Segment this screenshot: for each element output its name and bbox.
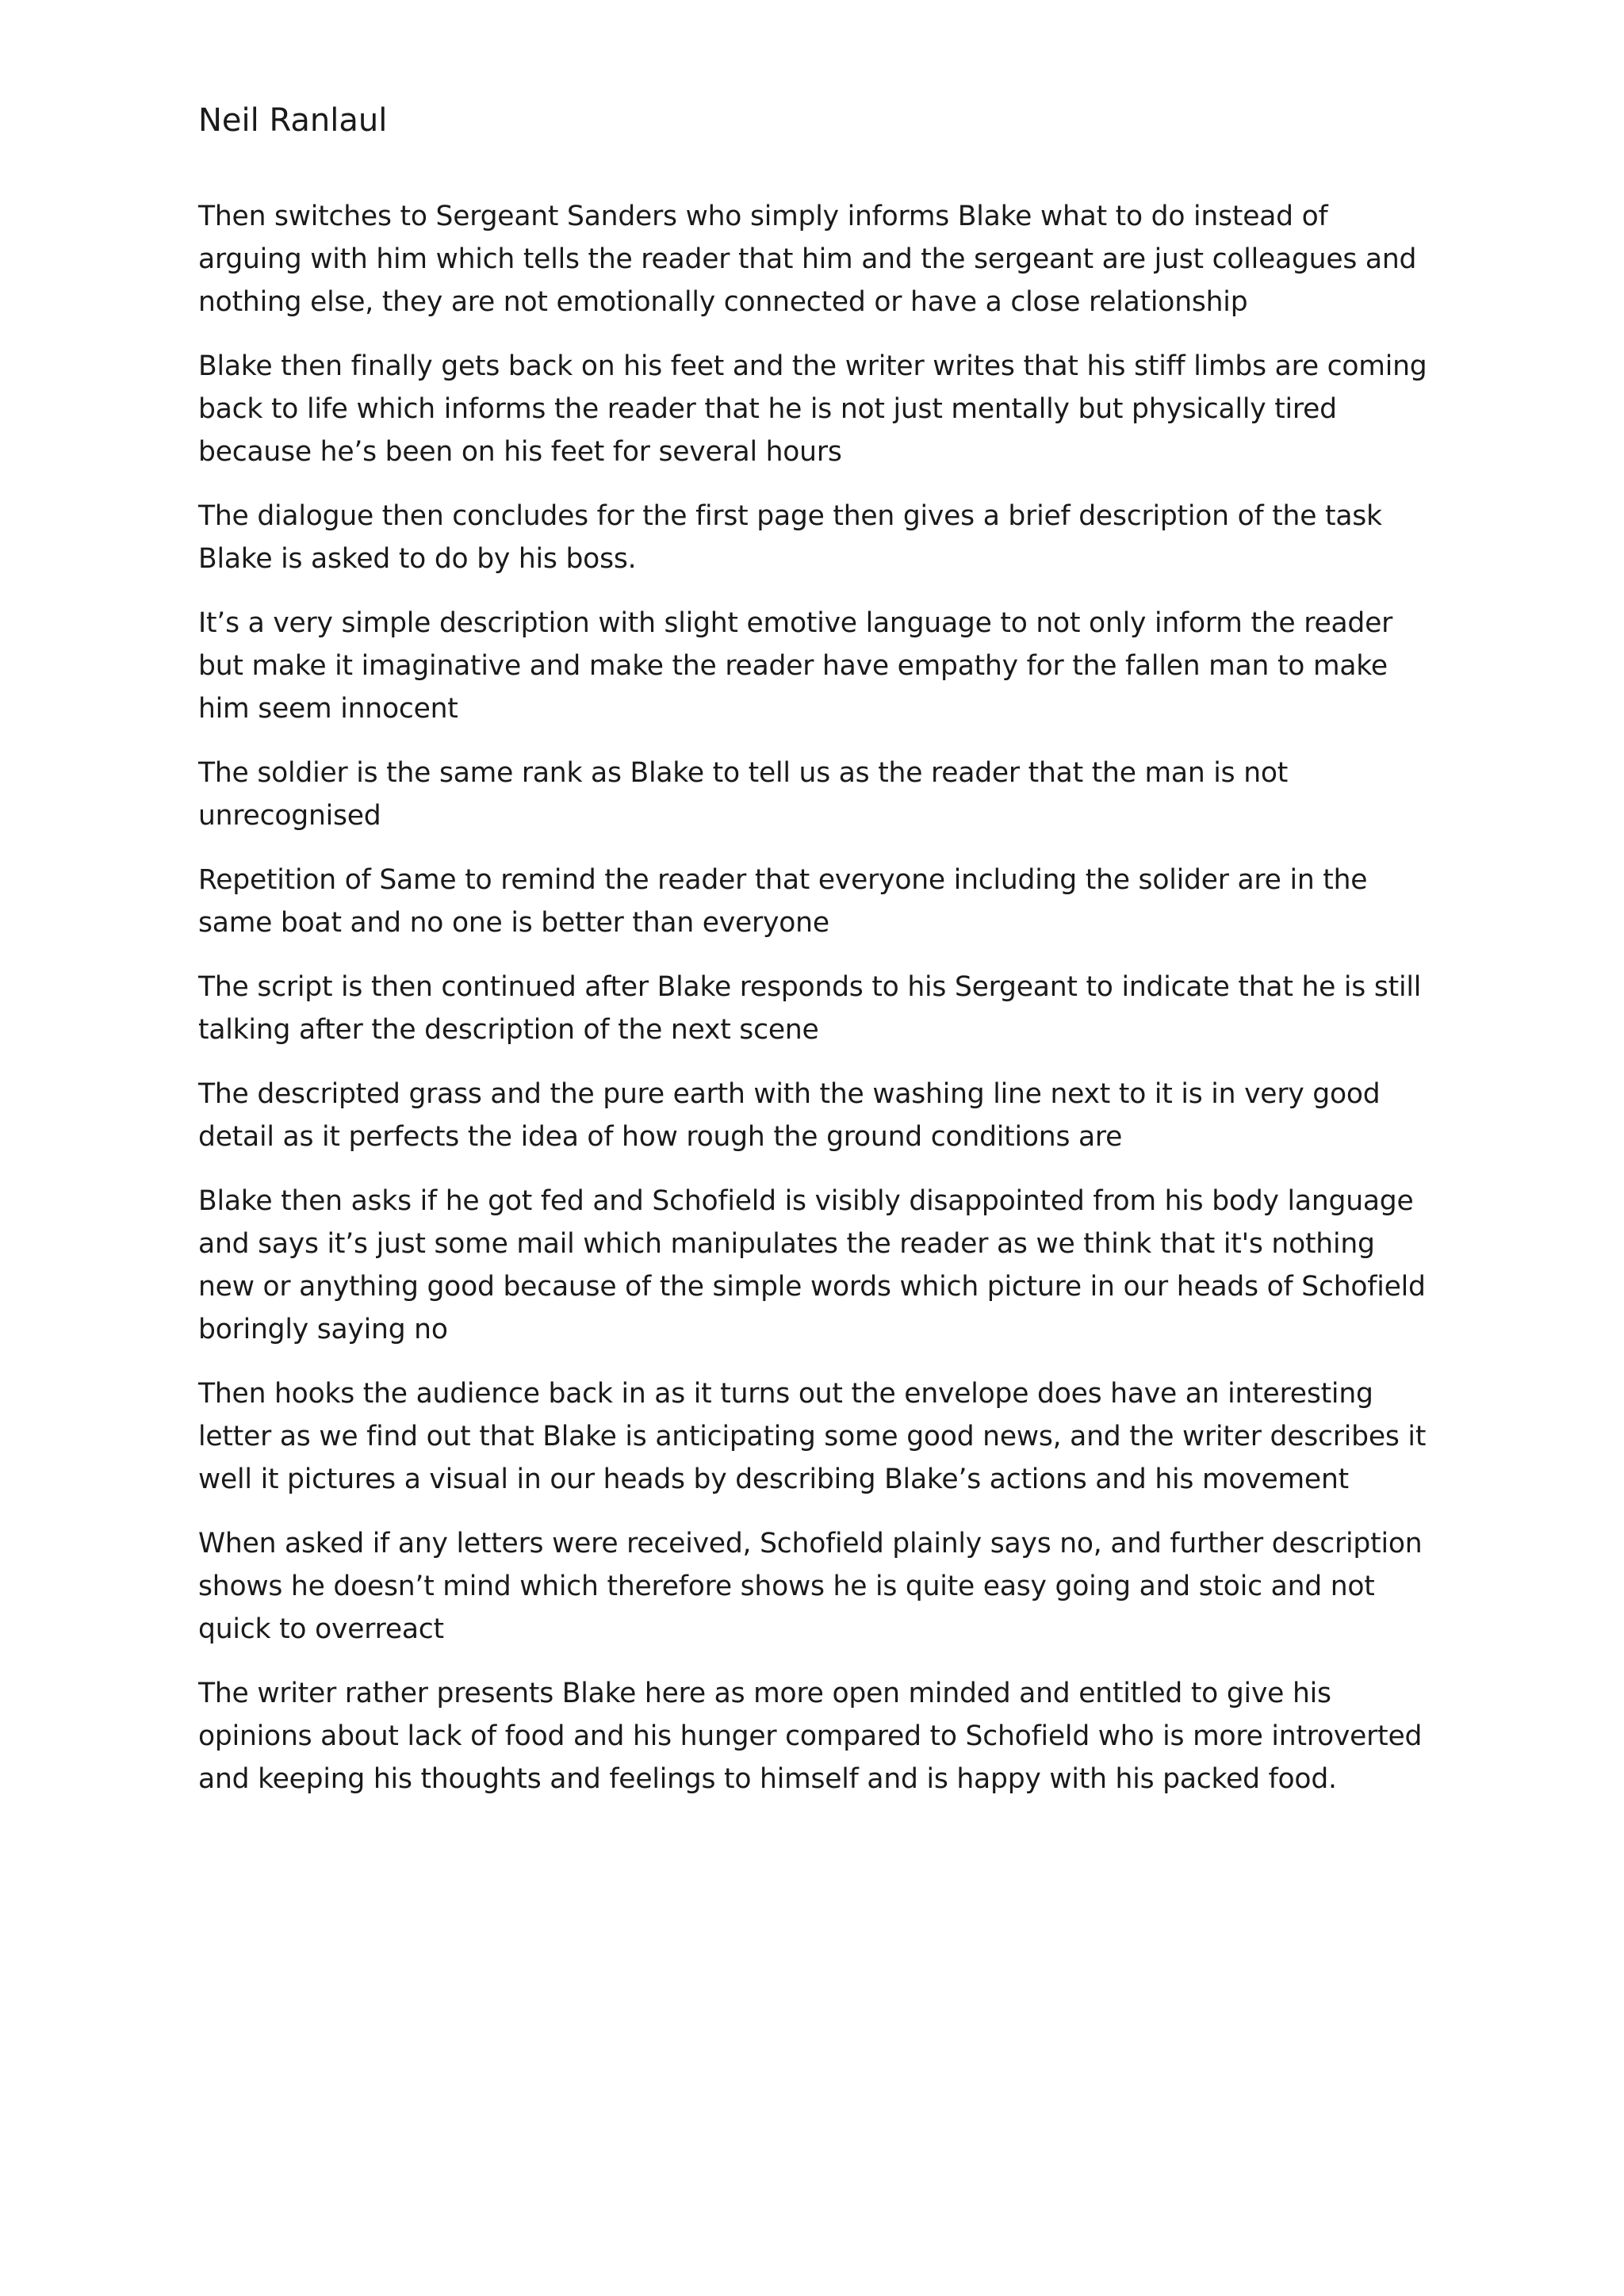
paragraph: Then switches to Sergeant Sanders who simply informs Blake what to do instead of arguing with him which tells the reader that him and the sergeant are just colleagues and nothing else, they are not emotionally connected or have a close relationship	[198, 201, 1417, 318]
paragraph: The dialogue then concludes for the first page then gives a brief description of the task Blake is asked to do by his boss.	[198, 500, 1382, 575]
paragraph: Then hooks the audience back in as it turns out the envelope does have an interesting letter as we find out that Blake is anticipating some good news, and the writer describes it well it pictures a visual in our heads by describing Blake’s actions and his movement	[198, 1378, 1427, 1495]
paragraph: The script is then continued after Blake responds to his Sergeant to indicate that he is still talking after the description of the next scene	[198, 971, 1422, 1046]
paragraph: When asked if any letters were received, Schofield plainly says no, and further description shows he doesn’t mind which therefore shows he is quite easy going and stoic and not quick to overreact	[198, 1528, 1423, 1645]
paragraph: The writer rather presents Blake here as more open minded and entitled to give his opinions about lack of food and his hunger compared to Schofield who is more introverted and keeping his thoughts and feelings to himself and is happy with his packed food.	[198, 1678, 1423, 1795]
paragraph: It’s a very simple description with slight emotive language to not only inform the reader but make it imaginative and make the reader have empathy for the fallen man to make him seem innocent	[198, 607, 1393, 725]
paragraph: Repetition of Same to remind the reader that everyone including the solider are in the same boat and no one is better than everyone	[198, 864, 1368, 939]
author-name: Neil Ranlaul	[198, 102, 388, 139]
paragraph: Blake then finally gets back on his feet and the writer writes that his stiff limbs are coming back to life which informs the reader that he is not just mentally but physically tired because he’s been on his feet for several hours	[198, 350, 1427, 468]
paragraph: Blake then asks if he got fed and Schofield is visibly disappointed from his body language and says it’s just some mail which manipulates the reader as we think that it's nothing new or anything good because of the simple words which picture in our heads of Schofield boringly saying no	[198, 1185, 1426, 1345]
paragraph: The descripted grass and the pure earth with the washing line next to it is in very good detail as it perfects the idea of how rough the ground conditions are	[198, 1078, 1381, 1153]
paragraph: The soldier is the same rank as Blake to tell us as the reader that the man is not unrecognised	[198, 757, 1289, 832]
document-body	[198, 195, 1435, 1822]
